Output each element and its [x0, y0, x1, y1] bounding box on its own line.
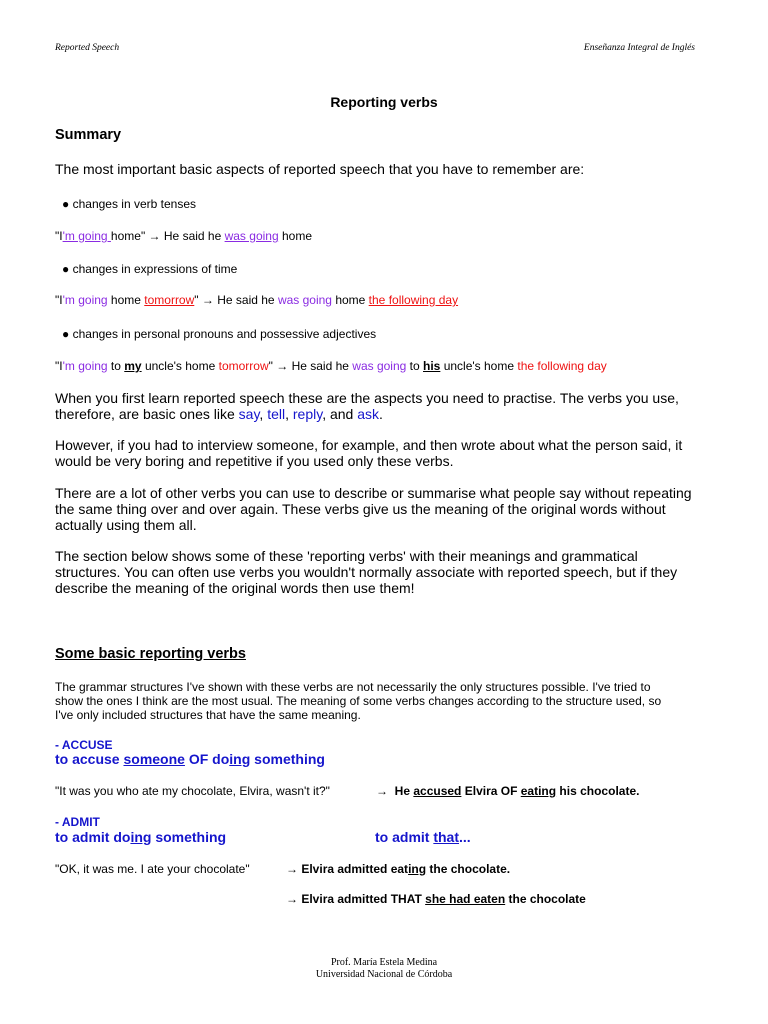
paragraph: When you first learn reported speech these are the aspects you need to practise. The verbs you use, therefore, are basic ones like say, tell, reply, and ask.: [55, 390, 679, 422]
example-line: "I'm going home tomorrow" → He said he was going home the following day: [55, 293, 459, 307]
section-intro: The grammar structures I've shown with these verbs are not necessarily the only structures possible. I've tried to show the ones I think are the most usual. The meaning of some verbs changes according to the structure used, so I've only included structures that have the same meaning.: [55, 680, 662, 722]
paragraph: The section below shows some of these 'reporting verbs' with their meanings and grammatical structures. You can often use verbs you wouldn't normally associate with reported speech, but if they describe the meaning of the original words then use them!: [55, 548, 678, 596]
paragraph: However, if you had to interview someone, for example, and then wrote about what the person said, it would be very boring and repetitive if you used only these verbs.: [55, 437, 683, 469]
arrow-icon: →: [201, 293, 214, 307]
bullet-item: [62, 262, 237, 276]
header-right: Enseñanza Integral de Inglés: [583, 43, 695, 53]
example-reported: → Elvira admitted eating the chocolate.: [286, 862, 511, 876]
verb-label-admit: - ADMIT: [55, 815, 100, 829]
arrow-icon: →: [376, 784, 388, 798]
summary-heading: Summary: [55, 127, 122, 143]
example-line: "I'm going home" → He said he was going home: [55, 229, 312, 243]
arrow-icon: →: [276, 359, 289, 373]
page-title: Reporting verbs: [330, 94, 438, 110]
bullet-icon: ●: [62, 327, 70, 341]
footer-author: Prof. María Estela Medina: [330, 957, 438, 968]
example-reported: → He accused Elvira OF eating his chocolate.: [376, 784, 640, 798]
bullet-text: changes in expressions of time: [72, 262, 238, 276]
header-left: Reported Speech: [55, 43, 120, 53]
bullet-item: [62, 197, 196, 211]
bullet-text: changes in personal pronouns and possessive adjectives: [72, 327, 377, 341]
arrow-icon: →: [286, 892, 298, 906]
example-quote: "It was you who ate my chocolate, Elvira, wasn't it?": [55, 784, 330, 798]
bullet-icon: ●: [62, 197, 70, 211]
bullet-item: [62, 327, 376, 341]
bullet-icon: ●: [62, 262, 70, 276]
example-line: "I'm going to my uncle's home tomorrow" → He said he was going to his uncle's home the following day: [55, 359, 607, 373]
section-heading: Some basic reporting verbs: [55, 646, 246, 662]
arrow-icon: →: [286, 862, 298, 876]
verb-structure: to admit doing something: [55, 829, 227, 845]
verb-label-accuse: - ACCUSE: [55, 738, 113, 752]
arrow-icon: →: [148, 229, 161, 243]
verb-structure: to accuse someone OF doing something: [55, 751, 325, 767]
footer-institution: Universidad Nacional de Córdoba: [315, 969, 453, 980]
summary-intro: The most important basic aspects of reported speech that you have to remember are:: [55, 161, 585, 177]
example-quote: "OK, it was me. I ate your chocolate": [55, 862, 250, 876]
example-reported: → Elvira admitted THAT she had eaten the chocolate: [286, 892, 586, 906]
verb-structure-alt: to admit that...: [375, 829, 471, 845]
paragraph: There are a lot of other verbs you can use to describe or summarise what people say without repeating the same thing over and over again. These verbs give us the meaning of the original words without actually using them all.: [55, 485, 692, 533]
bullet-text: changes in verb tenses: [72, 197, 197, 211]
